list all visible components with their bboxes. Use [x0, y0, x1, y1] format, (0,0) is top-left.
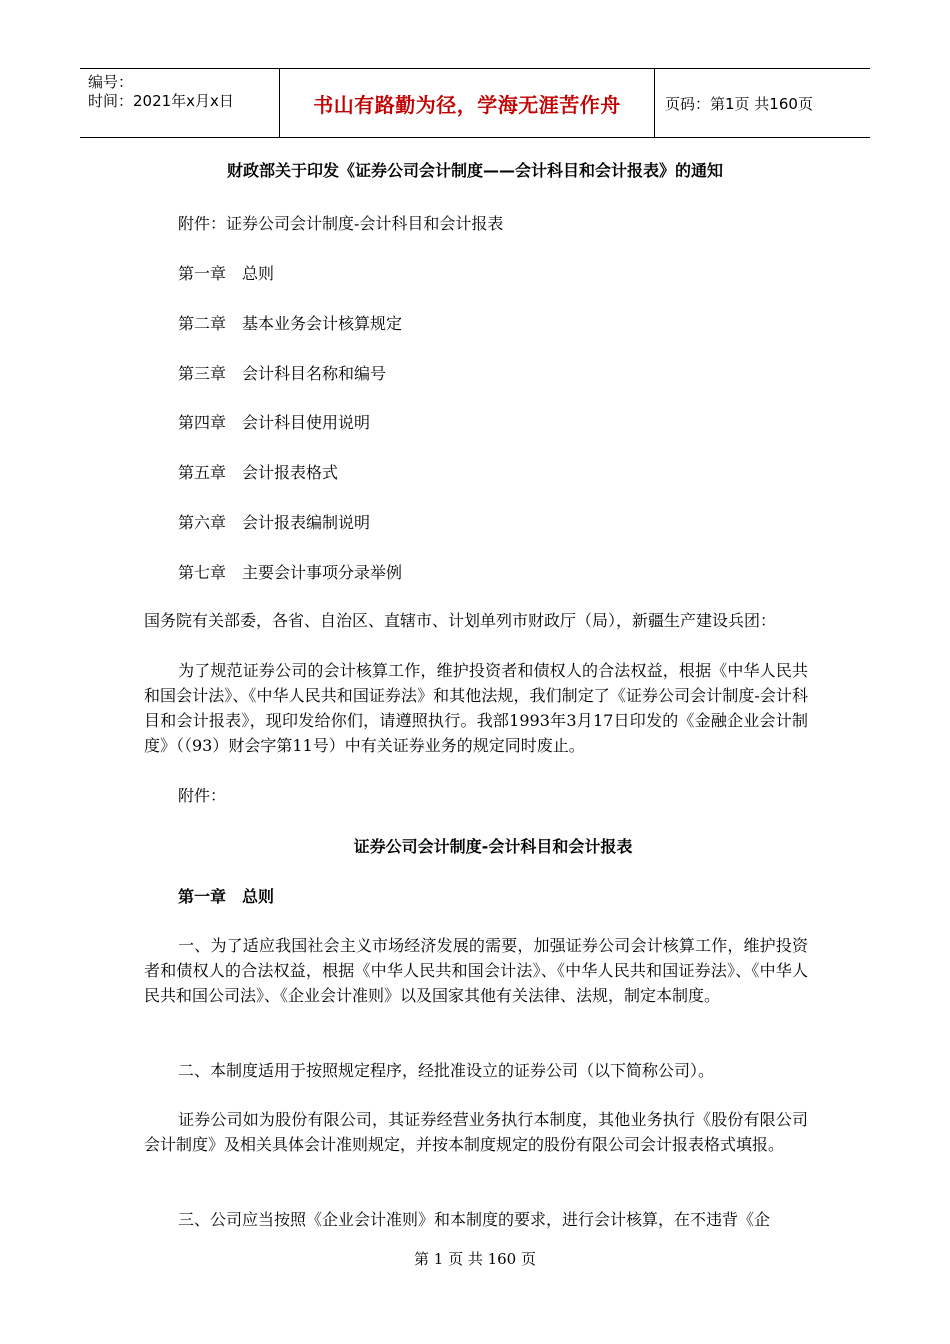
toc-item: 第四章 会计科目使用说明 — [178, 413, 371, 432]
motto: 书山有路勤为径，学海无涯苦作舟 — [280, 69, 655, 137]
attachment-label: 附件： — [178, 786, 227, 805]
document-title: 财政部关于印发《证券公司会计制度——会计科目和会计报表》的通知 — [226, 161, 723, 180]
paragraph: 三、公司应当按照《企业会计准则》和本制度的要求，进行会计核算，在不违背《企 — [178, 1210, 771, 1229]
page-footer: 第 1 页 共 160 页 — [413, 1250, 536, 1268]
paragraph: 一、为了适应我国社会主义市场经济发展的需要，加强证券公司会计核算工作，维护投资者和债权人的合法权益，根据《中华人民共和国会计法》、《中华人民共和国证券法》、《中华人民共和国公司法》、《企业会计准则》以及国家其他有关法律、法规，制定本制度。 — [144, 936, 808, 1005]
attachment-line: 附件：证券公司会计制度-会计科目和会计报表 — [178, 214, 504, 233]
number-label: 编号： — [88, 73, 134, 91]
addressee: 国务院有关部委，各省、自治区、直辖市、计划单列市财政厅（局），新疆生产建设兵团： — [144, 611, 777, 630]
header-table — [80, 68, 870, 138]
toc-item: 第二章 基本业务会计核算规定 — [178, 314, 403, 333]
time-label: 时间：2021年x月x日 — [88, 92, 234, 110]
toc-item: 第三章 会计科目名称和编号 — [178, 364, 387, 383]
chapter-heading: 第一章 总则 — [178, 887, 275, 906]
toc-item: 第六章 会计报表编制说明 — [178, 513, 371, 532]
paragraph: 二、本制度适用于按照规定程序，经批准设立的证券公司（以下简称公司）。 — [178, 1061, 715, 1080]
notice-body: 为了规范证券公司的会计核算工作，维护投资者和债权人的合法权益，根据《中华人民共和国会计法》、《中华人民共和国证券法》和其他法规，我们制定了《证券公司会计制度-会计科目和会计报表》，现印发给你们，请遵照执行。我部1993年3月17日印发的《金融企业会计制度》（（93）财会字第11号）中有关证券业务的规定同时废止。 — [144, 661, 808, 755]
attachment-title: 证券公司会计制度-会计科目和会计报表 — [353, 837, 633, 856]
paragraph: 证券公司如为股份有限公司，其证券经营业务执行本制度，其他业务执行《股份有限公司会计制度》及相关具体会计准则规定，并按本制度规定的股份有限公司会计报表格式填报。 — [144, 1110, 808, 1154]
header-meta-cell — [80, 69, 280, 137]
page-info: 页码：第1页 共160页 — [665, 94, 813, 113]
toc-item: 第一章 总则 — [178, 264, 275, 283]
toc-item: 第七章 主要会计事项分录举例 — [178, 563, 403, 582]
toc-item: 第五章 会计报表格式 — [178, 463, 339, 482]
